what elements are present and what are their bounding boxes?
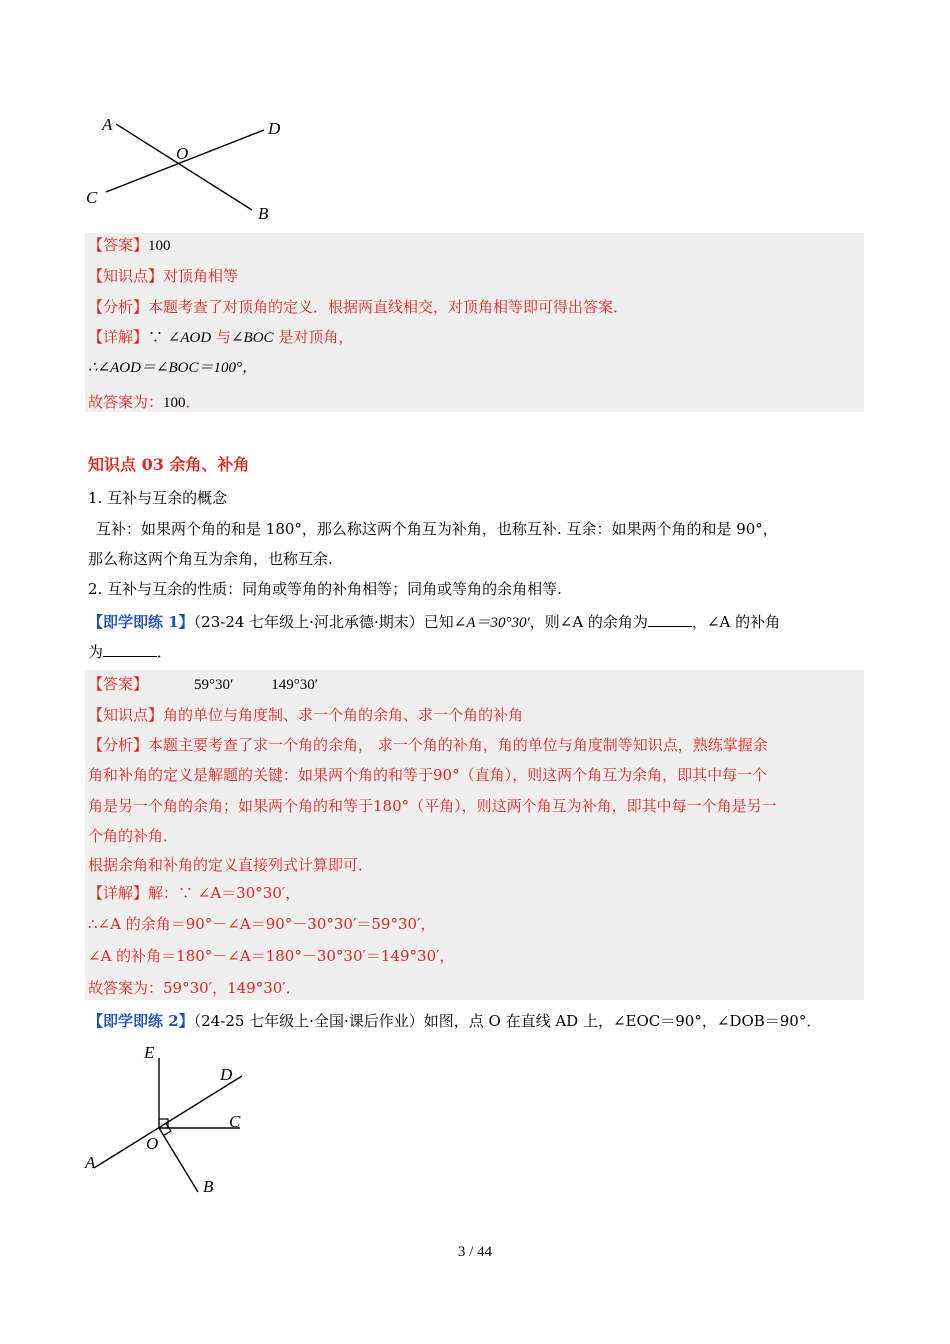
figure-angles	[80, 1040, 270, 1200]
knowledge-2-tag: 【知识点】	[88, 706, 164, 724]
label-A: A	[85, 1153, 96, 1172]
exercise-2-line	[88, 1010, 821, 1032]
exercise-1-blank-2[interactable]	[103, 640, 157, 657]
label-B: B	[203, 1177, 214, 1196]
answer-2-line	[88, 673, 318, 696]
exercise-2-source: （24-25 七年级上·全国·课后作业）	[193, 1012, 424, 1030]
exercise-1-text-a: 已知	[423, 613, 454, 631]
knowledge-tag: 【知识点】	[88, 267, 164, 285]
detail-angle-boc: ∠BOC	[230, 330, 274, 346]
exercise-1-expr: ∠A＝30°30′	[453, 615, 530, 631]
knowledge-2-text: 角的单位与角度制、求一个角的余角、求一个角的补角	[163, 706, 524, 724]
knowledge-line	[88, 265, 238, 287]
exercise-1-line-2-end: ．	[157, 643, 173, 661]
label-D: D	[220, 1065, 233, 1084]
answer-line	[88, 234, 171, 257]
exercise-1-blank-1[interactable]	[648, 610, 692, 627]
analysis-2-line-4: 个角的补角．	[88, 827, 179, 845]
detail-tail: 是对顶角，	[273, 328, 354, 346]
final-end: ．	[185, 393, 201, 411]
analysis-2-line-5: 根据余角和补角的定义直接列式计算即可．	[88, 856, 374, 874]
section-item-1-body-1: 互补：如果两个角的和是 180°，那么称这两个角互为补角，也称互补. 互余：如果两个角的和是 90°，	[96, 520, 778, 538]
answer-2-value-1: 59°30′	[194, 677, 234, 693]
detail-tag: 【详解】	[88, 328, 149, 346]
analysis-line	[88, 296, 628, 318]
detail-2-line-3: ∠A 的补角＝180°－∠A＝180°－30°30′＝149°30′，	[88, 947, 455, 965]
label-A: A	[102, 115, 113, 134]
section-item-1: 1. 互补与互余的概念	[88, 489, 228, 507]
detail-and: 与	[211, 328, 231, 346]
section-item-1-body-2: 那么称这两个角互为余角，也称互余.	[88, 550, 333, 568]
ray-OB	[159, 1128, 198, 1192]
exercise-1-tag: 【即学即练 1】	[88, 613, 194, 631]
answer-2-tag: 【答案】	[88, 675, 149, 693]
detail-2-line-1	[88, 882, 300, 904]
final-value: 100	[163, 395, 186, 411]
detail-conclusion: ∴∠AOD＝∠BOC＝100°，	[88, 360, 258, 376]
exercise-2-tag: 【即学即练 2】	[88, 1012, 194, 1030]
analysis-text: 本题考查了对顶角的定义．根据两直线相交，对顶角相等即可得出答案．	[148, 298, 629, 316]
detail-2-line-4: 故答案为：59°30′，149°30′．	[88, 979, 301, 997]
detail-2-tag: 【详解】	[88, 884, 149, 902]
detail-line	[88, 326, 353, 349]
label-O: O	[146, 1134, 159, 1153]
detail-angle-aod: ∠AOD	[167, 330, 212, 346]
analysis-2-line-1	[88, 734, 768, 756]
detail-2-l1: 解：∵ ∠A＝30°30′，	[148, 884, 301, 902]
line-AB	[116, 124, 252, 210]
knowledge-text: 对顶角相等	[163, 267, 239, 285]
answer-2-value-2: 149°30′	[271, 677, 319, 693]
label-O: O	[176, 144, 189, 163]
knowledge-2-line	[88, 704, 523, 726]
section-title: 知识点 03 余角、补角	[88, 455, 250, 474]
label-C: C	[229, 1112, 241, 1131]
analysis-2-tag: 【分析】	[88, 736, 149, 754]
answer-tag: 【答案】	[88, 236, 149, 254]
analysis-2-line-3: 角是另一个角的余角；如果两个角的和等于180°（平角），则这两个角互为补角，即其中每一个角是另一	[88, 797, 777, 815]
final-prefix: 故答案为：	[88, 393, 164, 411]
figure-intersecting-lines	[80, 110, 300, 225]
answer-block-1-bg	[85, 233, 864, 412]
label-B: B	[258, 204, 269, 223]
right-angle-mark-dob	[164, 1124, 172, 1136]
detail-since: ∵	[148, 328, 168, 346]
exercise-1-text-c: ，∠A 的补角	[691, 613, 781, 631]
page-number: 3 / 44	[457, 1244, 493, 1260]
exercise-1-line-2-text: 为	[88, 643, 104, 661]
detail-2-line-2: ∴∠A 的余角＝90°－∠A＝90°－30°30′＝59°30′，	[88, 915, 436, 933]
analysis-tag: 【分析】	[88, 298, 149, 316]
exercise-1-source: （23-24 七年级上·河北承德·期末）	[193, 613, 424, 631]
label-C: C	[86, 188, 98, 207]
answer-value: 100	[148, 238, 171, 254]
exercise-1-line-2	[88, 640, 172, 663]
section-item-2: 2. 互补与互余的性质：同角或等角的补角相等；同角或等角的余角相等.	[88, 580, 562, 598]
analysis-2-line-2: 角和补角的定义是解题的关键：如果两个角的和等于90°（直角），则这两个角互为余角，即其中每一个	[88, 766, 768, 784]
label-D: D	[268, 119, 281, 138]
exercise-1-text-b: ，则∠A 的余角为	[529, 613, 648, 631]
final-answer-line	[88, 391, 201, 414]
exercise-2-text: 如图，点 O 在直线 AD 上，∠EOC＝90°，∠DOB＝90°．	[423, 1012, 822, 1030]
exercise-1-line-1	[88, 610, 780, 634]
analysis-2-l1: 本题主要考查了求一个角的余角， 求一个角的补角，角的单位与角度制等知识点，熟练掌握余	[148, 736, 768, 754]
label-E: E	[144, 1043, 155, 1062]
